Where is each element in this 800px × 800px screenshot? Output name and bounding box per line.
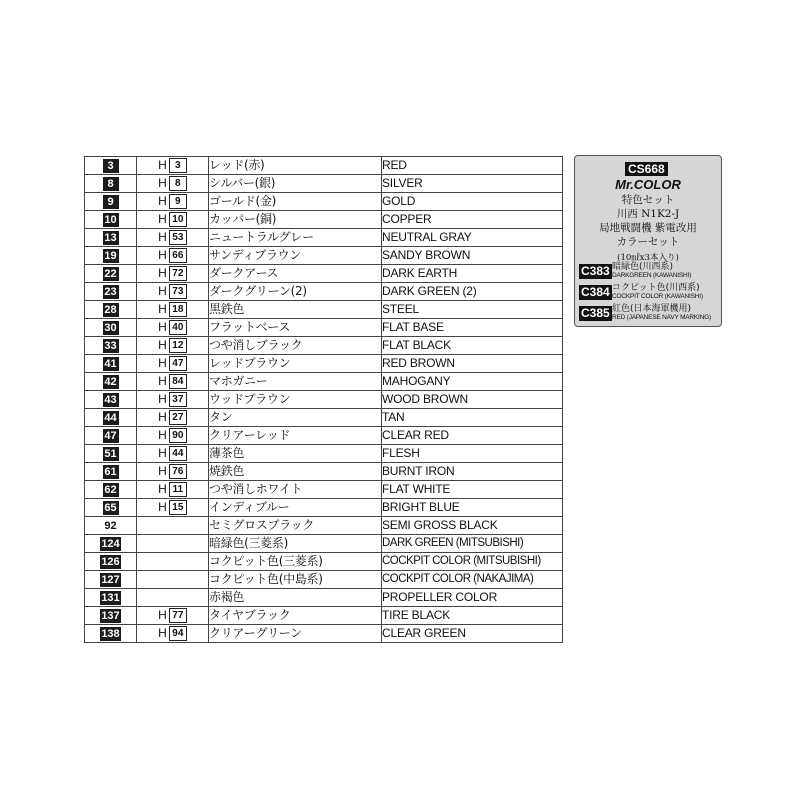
color-number: 19 — [104, 249, 117, 262]
hobby-prefix: H — [158, 248, 167, 262]
hobby-color-cell — [137, 553, 209, 571]
color-name-en: PROPELLER COLOR — [382, 589, 563, 607]
color-number-cell — [85, 355, 137, 373]
hobby-color-cell — [137, 211, 209, 229]
table-row — [85, 301, 563, 319]
set-item — [579, 262, 719, 282]
color-number: 126 — [101, 555, 120, 568]
set-item — [579, 304, 719, 324]
color-name-en: TAN — [382, 409, 563, 427]
set-item-en: RED (JAPANESE NAVY MARKING) — [612, 314, 711, 321]
color-number-cell — [85, 211, 137, 229]
set-item — [579, 283, 719, 303]
color-number: 13 — [104, 231, 117, 244]
color-name-en: FLAT BLACK — [382, 337, 563, 355]
hobby-color-cell — [137, 625, 209, 643]
color-name-jp: コクピット色(三菱系) — [209, 553, 382, 571]
hobby-color-cell — [137, 391, 209, 409]
color-name-en: MAHOGANY — [382, 373, 563, 391]
color-name-en: NEUTRAL GRAY — [382, 229, 563, 247]
color-name-jp: レッドブラウン — [209, 355, 382, 373]
hobby-color-cell — [137, 463, 209, 481]
hobby-color-cell — [137, 355, 209, 373]
hobby-number: 40 — [169, 320, 187, 335]
hobby-number: 53 — [169, 230, 187, 245]
hobby-color-cell — [137, 571, 209, 589]
hobby-number: 72 — [169, 266, 187, 281]
table-row — [85, 337, 563, 355]
hobby-color-cell — [137, 193, 209, 211]
table-row — [85, 157, 563, 175]
set-item-jp: 暗緑色(川西系) — [612, 262, 674, 272]
set-code-badge: CS668 — [625, 162, 668, 176]
hobby-color-cell — [137, 337, 209, 355]
color-number-cell — [85, 301, 137, 319]
color-number-cell — [85, 283, 137, 301]
set-item-jp: コクピット色(川西系) — [612, 283, 700, 293]
color-number: 44 — [104, 411, 117, 424]
brand-logo: Mr.COLOR — [615, 177, 681, 192]
hobby-prefix: H — [158, 176, 167, 190]
color-number: 9 — [103, 195, 119, 209]
hobby-prefix: H — [158, 230, 167, 244]
color-name-en: DARK GREEN (2) — [382, 283, 563, 301]
hobby-number: 94 — [169, 626, 187, 641]
color-number-cell — [85, 229, 137, 247]
hobby-prefix: H — [158, 302, 167, 316]
set-item-en: DARKGREEN (KAWANISHI) — [612, 272, 692, 279]
hobby-color-cell — [137, 301, 209, 319]
color-name-jp: フラットベース — [209, 319, 382, 337]
hobby-prefix: H — [158, 500, 167, 514]
color-number-cell — [85, 445, 137, 463]
hobby-prefix: H — [158, 212, 167, 226]
hobby-prefix: H — [158, 464, 167, 478]
color-name-jp: ダークアース — [209, 265, 382, 283]
color-name-jp: ニュートラルグレー — [209, 229, 382, 247]
set-line-1: 特色セット — [621, 194, 675, 206]
table-row — [85, 499, 563, 517]
set-line-3: 局地戦闘機 紫電改用 — [599, 222, 697, 234]
color-name-en: COCKPIT COLOR (MITSUBISHI) — [382, 553, 563, 571]
hobby-prefix: H — [158, 356, 167, 370]
hobby-prefix: H — [158, 392, 167, 406]
special-color-set-panel — [574, 155, 722, 327]
color-name-en: CLEAR GREEN — [382, 625, 563, 643]
color-number-cell — [85, 337, 137, 355]
hobby-number: 84 — [169, 374, 187, 389]
table-row — [85, 445, 563, 463]
color-number: 127 — [101, 573, 120, 586]
set-item-jp: 紅色(日本海軍機用) — [612, 304, 692, 314]
hobby-number: 77 — [169, 608, 187, 623]
color-name-en: TIRE BLACK — [382, 607, 563, 625]
set-item-en: COCKPIT COLOR (KAWANISHI) — [612, 293, 703, 300]
color-number: 47 — [104, 429, 117, 442]
hobby-color-cell — [137, 481, 209, 499]
hobby-prefix: H — [158, 320, 167, 334]
table-row — [85, 319, 563, 337]
color-number-cell — [85, 463, 137, 481]
hobby-prefix: H — [158, 482, 167, 496]
hobby-color-cell — [137, 445, 209, 463]
color-number-cell — [85, 625, 137, 643]
color-number-cell — [85, 247, 137, 265]
color-number: 42 — [104, 375, 117, 388]
table-row — [85, 265, 563, 283]
table-row — [85, 211, 563, 229]
hobby-prefix: H — [158, 266, 167, 280]
color-name-en: DARK EARTH — [382, 265, 563, 283]
hobby-color-cell — [137, 265, 209, 283]
hobby-number: 44 — [169, 446, 187, 461]
table-row — [85, 607, 563, 625]
hobby-number: 37 — [169, 392, 187, 407]
hobby-prefix: H — [158, 338, 167, 352]
hobby-number: 3 — [169, 158, 187, 173]
set-line-4: カラーセット — [616, 236, 680, 248]
color-number-cell — [85, 607, 137, 625]
color-name-en: COPPER — [382, 211, 563, 229]
color-name-jp: 薄茶色 — [209, 445, 382, 463]
table-row — [85, 625, 563, 643]
set-item-code: C384 — [581, 285, 610, 299]
color-name-jp: レッド(赤) — [209, 157, 382, 175]
color-number: 138 — [101, 627, 120, 640]
hobby-number: 8 — [169, 176, 187, 191]
color-number-cell — [85, 391, 137, 409]
color-name-jp: セミグロスブラック — [209, 517, 382, 535]
color-number-cell — [85, 157, 137, 175]
hobby-number: 27 — [169, 410, 187, 425]
color-number-cell — [85, 319, 137, 337]
color-name-jp: 赤褐色 — [209, 589, 382, 607]
color-number: 92 — [104, 519, 117, 532]
color-number: 62 — [104, 483, 117, 496]
color-number: 23 — [104, 285, 117, 298]
color-number: 28 — [104, 303, 117, 316]
table-row — [85, 247, 563, 265]
hobby-number: 9 — [169, 194, 187, 209]
table-row — [85, 427, 563, 445]
color-number-cell — [85, 517, 137, 535]
hobby-number: 18 — [169, 302, 187, 317]
hobby-color-cell — [137, 319, 209, 337]
color-name-jp: 暗緑色(三菱系) — [209, 535, 382, 553]
hobby-prefix: H — [158, 158, 167, 172]
hobby-color-cell — [137, 229, 209, 247]
color-number: 51 — [104, 447, 117, 460]
color-number-cell — [85, 589, 137, 607]
color-name-en: GOLD — [382, 193, 563, 211]
color-number-cell — [85, 427, 137, 445]
table-row — [85, 481, 563, 499]
color-number-cell — [85, 193, 137, 211]
color-name-en: SILVER — [382, 175, 563, 193]
color-name-en: FLESH — [382, 445, 563, 463]
set-item-code: C383 — [581, 264, 610, 278]
color-name-jp: コクピット色(中島系) — [209, 571, 382, 589]
color-name-en: BURNT IRON — [382, 463, 563, 481]
hobby-number: 47 — [169, 356, 187, 371]
color-number-cell — [85, 265, 137, 283]
color-name-jp: ゴールド(金) — [209, 193, 382, 211]
color-name-en: FLAT BASE — [382, 319, 563, 337]
color-name-jp: シルバー(銀) — [209, 175, 382, 193]
hobby-color-cell — [137, 373, 209, 391]
color-number-cell — [85, 571, 137, 589]
color-name-en: STEEL — [382, 301, 563, 319]
table-row — [85, 373, 563, 391]
hobby-prefix: H — [158, 194, 167, 208]
color-name-en: COCKPIT COLOR (NAKAJIMA) — [382, 571, 563, 589]
hobby-number: 11 — [169, 482, 187, 497]
color-name-en: RED BROWN — [382, 355, 563, 373]
color-number: 124 — [101, 537, 120, 550]
set-item-code: C385 — [581, 306, 610, 320]
color-number: 137 — [101, 609, 120, 622]
hobby-color-cell — [137, 409, 209, 427]
color-name-jp: つや消しホワイト — [209, 481, 382, 499]
color-number-cell — [85, 409, 137, 427]
color-name-jp: カッパー(銅) — [209, 211, 382, 229]
table-row — [85, 553, 563, 571]
hobby-prefix: H — [158, 626, 167, 640]
table-row — [85, 535, 563, 553]
color-name-jp: サンディブラウン — [209, 247, 382, 265]
color-number: 22 — [104, 267, 117, 280]
color-name-jp: クリアーグリーン — [209, 625, 382, 643]
hobby-prefix: H — [158, 446, 167, 460]
hobby-number: 73 — [169, 284, 187, 299]
hobby-number: 66 — [169, 248, 187, 263]
hobby-color-cell — [137, 517, 209, 535]
color-name-jp: ダークグリーン(2) — [209, 283, 382, 301]
color-number: 10 — [104, 213, 117, 226]
hobby-prefix: H — [158, 410, 167, 424]
hobby-prefix: H — [158, 284, 167, 298]
table-row — [85, 355, 563, 373]
color-name-en: WOOD BROWN — [382, 391, 563, 409]
table-row — [85, 229, 563, 247]
color-number: 8 — [103, 177, 119, 191]
color-name-jp: クリアーレッド — [209, 427, 382, 445]
table-row — [85, 463, 563, 481]
color-number-cell — [85, 175, 137, 193]
color-number: 43 — [104, 393, 117, 406]
table-row — [85, 409, 563, 427]
table-row — [85, 391, 563, 409]
table-row — [85, 193, 563, 211]
hobby-number: 76 — [169, 464, 187, 479]
hobby-number: 90 — [169, 428, 187, 443]
color-name-jp: つや消しブラック — [209, 337, 382, 355]
color-number-cell — [85, 481, 137, 499]
color-name-en: SEMI GROSS BLACK — [382, 517, 563, 535]
color-number-cell — [85, 553, 137, 571]
color-name-jp: タイヤブラック — [209, 607, 382, 625]
color-name-en: CLEAR RED — [382, 427, 563, 445]
color-name-en: BRIGHT BLUE — [382, 499, 563, 517]
set-line-2: 川西 N1K2-J — [616, 208, 680, 220]
color-number: 41 — [104, 357, 117, 370]
hobby-prefix: H — [158, 428, 167, 442]
color-number-cell — [85, 535, 137, 553]
color-name-jp: マホガニー — [209, 373, 382, 391]
paint-color-table — [84, 156, 563, 643]
hobby-color-cell — [137, 283, 209, 301]
hobby-number: 15 — [169, 500, 187, 515]
table-row — [85, 589, 563, 607]
table-row — [85, 571, 563, 589]
color-name-jp: ウッドブラウン — [209, 391, 382, 409]
set-line-5: (10㎖x3本入り) — [617, 253, 679, 263]
color-number: 33 — [104, 339, 117, 352]
table-row — [85, 283, 563, 301]
hobby-number: 12 — [169, 338, 187, 353]
color-name-jp: 黒鉄色 — [209, 301, 382, 319]
color-number: 61 — [104, 465, 117, 478]
hobby-color-cell — [137, 247, 209, 265]
color-name-jp: インディブルー — [209, 499, 382, 517]
color-number: 65 — [104, 501, 117, 514]
color-number-cell — [85, 499, 137, 517]
color-name-en: RED — [382, 157, 563, 175]
color-number: 3 — [103, 159, 119, 173]
color-name-en: FLAT WHITE — [382, 481, 563, 499]
hobby-color-cell — [137, 175, 209, 193]
hobby-color-cell — [137, 607, 209, 625]
table-row — [85, 517, 563, 535]
color-name-en: SANDY BROWN — [382, 247, 563, 265]
color-name-jp: 焼鉄色 — [209, 463, 382, 481]
hobby-color-cell — [137, 535, 209, 553]
hobby-color-cell — [137, 427, 209, 445]
hobby-color-cell — [137, 157, 209, 175]
hobby-color-cell — [137, 589, 209, 607]
hobby-prefix: H — [158, 608, 167, 622]
color-number: 30 — [104, 321, 117, 334]
table-row — [85, 175, 563, 193]
color-number: 131 — [101, 591, 120, 604]
color-name-jp: タン — [209, 409, 382, 427]
hobby-prefix: H — [158, 374, 167, 388]
color-number-cell — [85, 373, 137, 391]
color-name-en: DARK GREEN (MITSUBISHI) — [382, 535, 563, 553]
hobby-number: 10 — [169, 212, 187, 227]
hobby-color-cell — [137, 499, 209, 517]
